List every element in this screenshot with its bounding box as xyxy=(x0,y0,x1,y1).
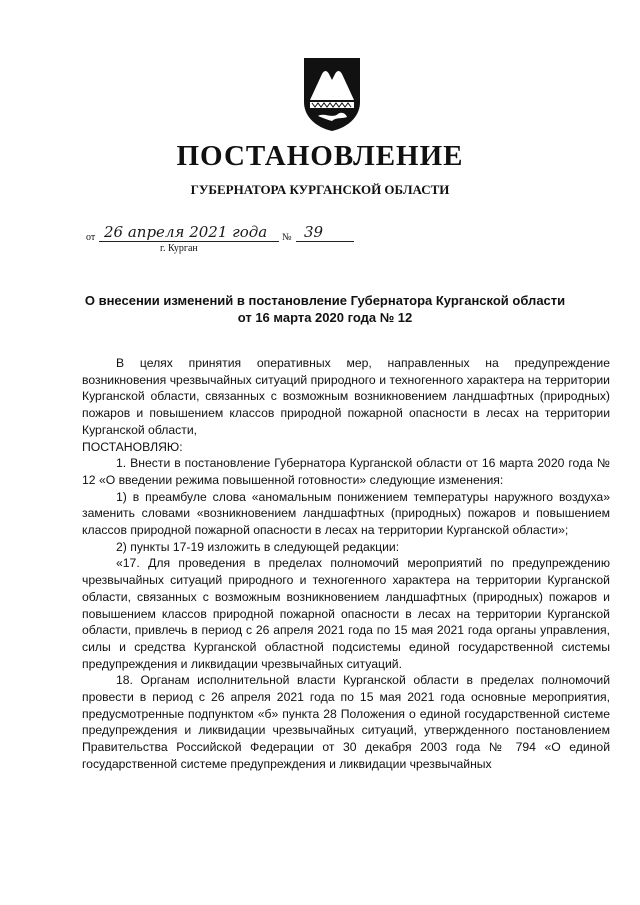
from-label: от xyxy=(86,232,96,243)
document-heading xyxy=(70,292,580,326)
heading-line-2: от 16 марта 2020 года № 12 xyxy=(237,310,413,325)
date-number-line xyxy=(86,224,356,254)
number-underline xyxy=(296,241,354,242)
paragraph-point-18: 18. Органам исполнительной власти Курганской области в пределах полномочий провести в период с 26 апреля 2021 года по 15 мая 2021 года основные мероприятия, предусмотренные подпунктом «б» пункта 28 Положения о единой государственной системе предупреждения и ликвидации чрезвычайных ситуаций, утвержденного постановлением Правительства Российской Федерации от 30 декабря 2003 года № 794 «О единой государственной системе предупреждения и ликвидации чрезвычайных xyxy=(82,673,610,771)
date-underline xyxy=(99,241,279,242)
page-title: ПОСТАНОВЛЕНИЕ xyxy=(176,140,464,172)
handwritten-date: 26 апреля 2021 года xyxy=(104,223,268,241)
paragraph-point-17: «17. Для проведения в пределах полномочий мероприятий по предупреждению чрезвычайных ситуаций природного и техногенного характера на территории Курганской области, связанных с возможным возникновением ландшафтных (природных) пожаров и повышением классов природной пожарной опасности в лесах на территории Курганской области, привлечь в период с 26 апреля 2021 года по 15 мая 2021 года органы управления, силы и средства Курганской областной подсистемы единой государственной системы предупреждения и ликвидации чрезвычайных ситуаций. xyxy=(82,556,610,671)
paragraph-resolve: ПОСТАНОВЛЯЮ: xyxy=(82,439,183,454)
paragraph-subitem-1: 1) в преамбуле слова «аномальным понижением температуры наружного воздуха» заменить словами «возникновением ландшафтных (природных) пожаров и повышением классов природной пожарной опасности в лесах на территории Курганской области»; xyxy=(82,489,610,538)
paragraph-subitem-2: 2) пункты 17-19 изложить в следующей редакции: xyxy=(116,539,400,554)
kurgan-coat-of-arms-icon xyxy=(300,56,364,132)
paragraph-item-1: 1. Внести в постановление Губернатора Курганской области от 16 марта 2020 года № 12 «О введении режима повышенной готовности» следующие изменения: xyxy=(82,456,610,487)
handwritten-number: 39 xyxy=(304,223,324,241)
page-subtitle: ГУБЕРНАТОРА КУРГАНСКОЙ ОБЛАСТИ xyxy=(190,182,450,197)
heading-line-1: О внесении изменений в постановление Губернатора Курганской области xyxy=(84,293,566,308)
number-label: № xyxy=(282,232,292,243)
city-label: г. Курган xyxy=(160,243,198,254)
paragraph-preamble: В целях принятия оперативных мер, направленных на предупреждение возникновения чрезвычайных ситуаций природного и техногенного характера на территории Курганской области, связанных с возможным возникновением ландшафтных (природных) пожаров и повышением классов природной пожарной опасности в лесах на территории Курганской области, xyxy=(82,356,610,437)
document-body xyxy=(82,355,610,773)
